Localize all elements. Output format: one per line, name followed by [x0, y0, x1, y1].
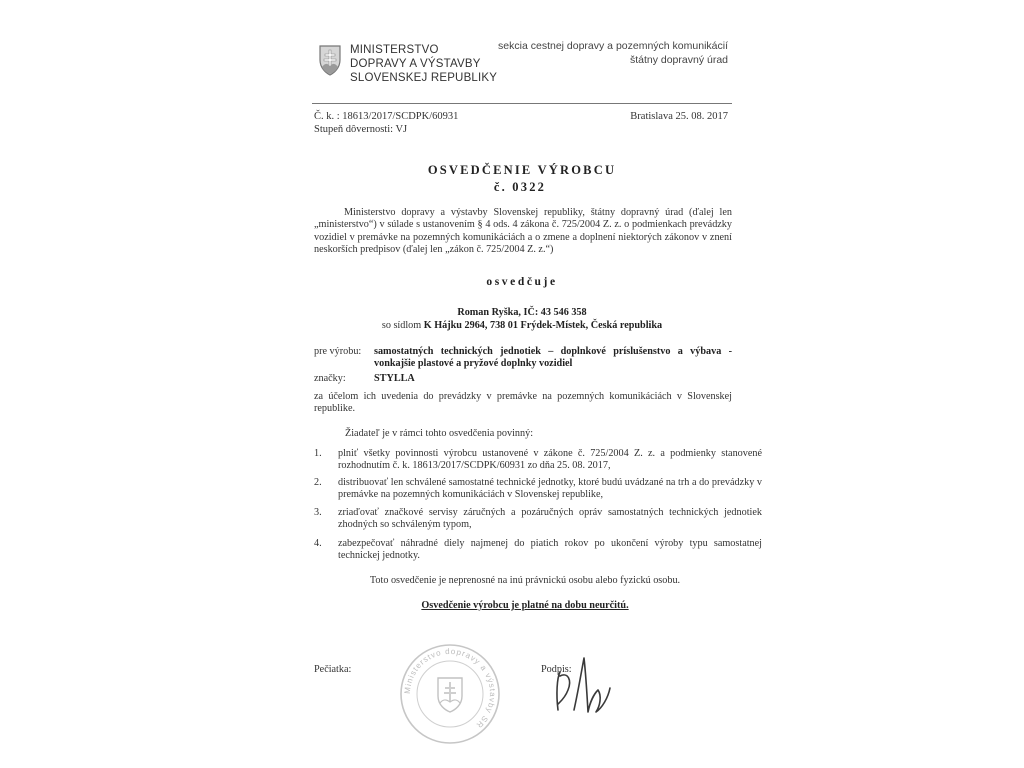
intro-paragraph: Ministerstvo dopravy a výstavby Slovenskej republiky, štátny dopravný úrad (ďalej len „ministerstvo“) v súlade s ustanovením § 4 ods. 4 zákona č. 725/2004 Z. z. o podmienkach prevádzky vozidiel v premávke na pozemných komunikáciách a o zmene a doplnení niektorých zákonov v znení neskorších predpisov (ďalej len „zákon č. 725/2004 Z. z.“): [314, 207, 732, 256]
slovak-coat-of-arms-icon: [318, 44, 342, 76]
section-name-line-1: sekcia cestnej dopravy a pozemných komunikácií: [498, 40, 728, 52]
ministry-name-line-3: SLOVENSKEJ REPUBLIKY: [350, 72, 498, 84]
ministry-name-line-2: DOPRAVY A VÝSTAVBY: [350, 58, 481, 70]
non-transferable-note: Toto osvedčenie je neprenosné na inú právnickú osobu alebo fyzickú osobu.: [369, 575, 681, 586]
obligation-number: 2.: [314, 477, 322, 488]
stamp-label: Pečiatka:: [314, 664, 352, 675]
purpose-paragraph: za účelom ich uvedenia do prevádzky v premávke na pozemných komunikáciách v Slovenskej republike.: [314, 391, 732, 415]
certificate-number: č. 0322: [493, 180, 547, 194]
manufacturer-seat-prefix: so sídlom: [381, 320, 424, 331]
obligation-text: zabezpečovať náhradné diely najmenej do piatich rokov po ukončení výroby typu samostatnej technickej jednotky.: [338, 538, 762, 562]
obligation-number: 3.: [314, 507, 322, 518]
obligation-number: 4.: [314, 538, 322, 549]
manufacturer-seat-address: K Hájku 2964, 738 01 Frýdek-Místek, Česká republika: [423, 320, 663, 331]
document-title: OSVEDČENIE VÝROBCU: [427, 163, 617, 177]
obligations-intro: Žiadateľ je v rámci tohto osvedčenia povinný:: [345, 428, 534, 439]
obligation-text: distribuovať len schválené samostatné technické jednotky, ktoré budú uvádzané na trh a do prevádzky v premávke na pozemných komunikáciách v Slovenskej republike,: [338, 477, 762, 501]
stamp-ring-text: Ministerstvo dopravy a výstavby SR: [402, 646, 498, 731]
product-value: samostatných technických jednotiek – doplnkové príslušenstvo a výbava - vonkajšie plastové a pryžové doplnky vozidiel: [374, 346, 732, 370]
manufacturer-name: Roman Ryška, IČ: 43 546 358: [457, 307, 587, 318]
obligation-number: 1.: [314, 448, 322, 459]
stamp-emblem-icon: [438, 678, 462, 712]
signature-label: Podpis:: [541, 664, 572, 675]
brand-value: STYLLA: [374, 373, 415, 384]
reference-number: Č. k. : 18613/2017/SCDPK/60931: [314, 111, 459, 122]
brand-label: značky:: [314, 373, 346, 384]
ministry-name-line-1: MINISTERSTVO: [350, 44, 439, 56]
official-stamp: [398, 642, 502, 746]
place-and-date: Bratislava 25. 08. 2017: [630, 111, 728, 122]
certifies-heading: osvedčuje: [486, 276, 558, 288]
handwritten-signature: [548, 650, 618, 724]
obligation-text: plniť všetky povinnosti výrobcu ustanovené v zákone č. 725/2004 Z. z. a podmienky stanovené rozhodnutím č. k. 18613/2017/SCDPK/60931 zo dňa 25. 08. 2017,: [338, 448, 762, 472]
manufacturer-seat: [0, 320, 1024, 332]
confidentiality-level: Stupeň dôvernosti: VJ: [314, 124, 408, 135]
validity-note: Osvedčenie výrobcu je platné na dobu neurčitú.: [421, 600, 629, 611]
obligation-text: zriaďovať značkové servisy záručných a pozáručných opráv samostatných technických jednotiek zhodných so schváleným typom,: [338, 507, 762, 531]
section-name-line-2: štátny dopravný úrad: [629, 54, 728, 66]
product-label: pre výrobu:: [314, 346, 362, 357]
header-rule: [312, 103, 732, 104]
